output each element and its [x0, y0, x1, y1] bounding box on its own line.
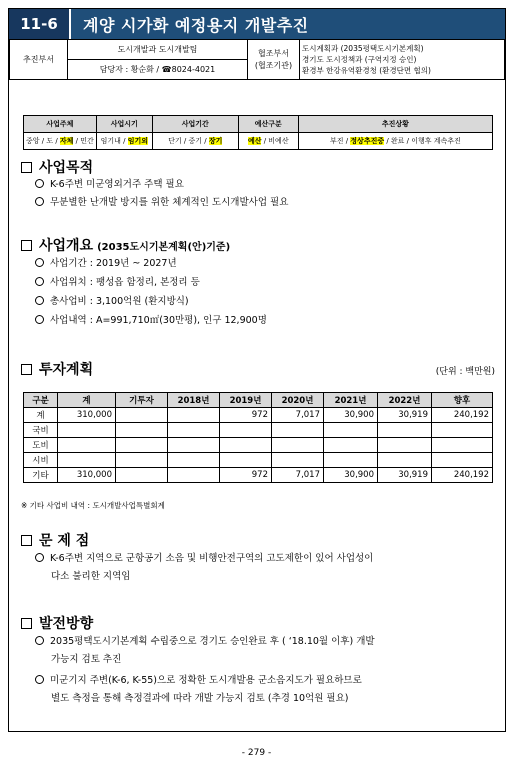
table-cell: 7,017	[272, 468, 324, 483]
footnote: ※ 기타 사업비 내역 : 도시개발사업특별회계	[21, 501, 165, 510]
item-text: 무분별한 난개발 방지를 위한 체계적인 도시개발사업 필요	[50, 197, 289, 208]
problem-item	[35, 551, 373, 566]
table-cell: 7,017	[272, 408, 324, 423]
summary-cell	[298, 133, 492, 150]
circle-bullet-icon	[35, 179, 44, 188]
table-cell	[220, 453, 272, 468]
item-text: 사업위치 : 팽성읍 함정리, 본정리 등	[50, 277, 200, 288]
table-cell	[324, 453, 378, 468]
row-label: 시비	[24, 453, 58, 468]
table-cell	[116, 468, 168, 483]
table-cell	[432, 453, 493, 468]
section-title: 투자계획	[39, 362, 94, 378]
coop-agencies	[300, 40, 505, 80]
unit-label: (단위 : 백만원)	[435, 367, 495, 377]
summary-header: 예산구분	[238, 116, 298, 133]
summary-text: 단기 / 중기 /	[168, 137, 209, 145]
table-cell	[324, 438, 378, 453]
item-text: 총사업비 : 3,100억원 (환지방식)	[50, 296, 189, 307]
section-direction-heading	[21, 613, 93, 633]
coop-label-line1: 협조부서	[258, 48, 289, 58]
section-investment-heading	[21, 359, 93, 379]
table-cell: 972	[220, 468, 272, 483]
table-cell	[432, 423, 493, 438]
coop-label-line2: (협조기관)	[254, 60, 293, 70]
summary-cell	[24, 133, 97, 150]
direction-item	[35, 673, 362, 688]
table-cell	[116, 438, 168, 453]
circle-bullet-icon	[35, 315, 44, 324]
overview-item	[35, 256, 177, 271]
page-number: - 279 -	[241, 748, 272, 758]
column-header: 향후	[432, 393, 493, 408]
direction-item-continued: 별도 측정을 통해 측정결과에 따라 개발 가능지 검토 (추경 10억원 필요)	[51, 693, 349, 704]
square-bullet-icon	[21, 240, 32, 251]
section-overview-heading	[21, 235, 230, 255]
column-header: 2020년	[272, 393, 324, 408]
coop-line: 경기도 도시정책과 (구역지정 승인)	[302, 55, 417, 64]
table-row	[24, 468, 493, 483]
column-header: 구분	[24, 393, 58, 408]
table-row	[24, 453, 493, 468]
summary-text: / 민간	[73, 137, 94, 145]
table-row	[24, 408, 493, 423]
summary-header: 추진상황	[298, 116, 492, 133]
square-bullet-icon	[21, 364, 32, 375]
summary-highlight: 자체	[59, 137, 74, 145]
coop-line: 환경부 한강유역환경청 (환경단면 협의)	[302, 66, 431, 75]
summary-text: 부진 /	[329, 137, 351, 145]
contact-info: 담당자 : 황순화 / ☎8024-4021	[68, 60, 248, 80]
circle-bullet-icon	[35, 636, 44, 645]
section-title: 문 제 점	[39, 533, 90, 549]
section-purpose-heading	[21, 157, 93, 177]
summary-highlight: 정상추진중	[350, 137, 385, 145]
problem-item-continued: 다소 불리한 지역임	[51, 571, 131, 582]
section-note: (2035도시기본계획(안)기준)	[97, 241, 231, 253]
section-number: 11-6	[9, 9, 71, 39]
table-cell	[378, 438, 432, 453]
table-cell	[58, 453, 116, 468]
table-cell	[272, 423, 324, 438]
summary-header: 사업시기	[96, 116, 152, 133]
column-header: 기투자	[116, 393, 168, 408]
item-text: 2035평택도시기본계획 수립중으로 경기도 승인완료 후 ( ‘18.10월 이후) 개발	[50, 636, 375, 647]
page-title: 계양 시가화 예정용지 개발추진	[83, 15, 309, 35]
item-text: 사업기간 : 2019년 ~ 2027년	[50, 258, 177, 269]
circle-bullet-icon	[35, 553, 44, 562]
purpose-item	[35, 195, 288, 210]
table-cell: 310,000	[58, 468, 116, 483]
item-text: 사업내역 : A=991,710㎡(30만평), 인구 12,900명	[50, 315, 267, 326]
table-cell: 30,900	[324, 468, 378, 483]
row-label: 계	[24, 408, 58, 423]
table-cell	[168, 468, 220, 483]
circle-bullet-icon	[35, 675, 44, 684]
summary-highlight: 장기	[208, 137, 223, 145]
overview-item	[35, 275, 200, 290]
item-text: K-6주변 미군영외거주 주택 필요	[50, 179, 184, 190]
document-page	[8, 8, 506, 732]
table-cell: 240,192	[432, 408, 493, 423]
summary-text: / 완료 / 이행후 계속추진	[384, 137, 461, 145]
table-row	[24, 423, 493, 438]
column-header: 2021년	[324, 393, 378, 408]
summary-text: / 비예산	[261, 137, 289, 145]
table-cell	[324, 423, 378, 438]
circle-bullet-icon	[35, 258, 44, 267]
summary-header: 사업기간	[152, 116, 238, 133]
summary-highlight: 임기외	[127, 137, 148, 145]
row-label: 국비	[24, 423, 58, 438]
table-cell	[116, 453, 168, 468]
column-header: 2018년	[168, 393, 220, 408]
table-cell: 972	[220, 408, 272, 423]
dept-name: 도시개발과 도시개발팀	[68, 40, 248, 60]
title-bar	[9, 9, 505, 39]
table-cell	[168, 453, 220, 468]
item-text: 미군기지 주변(K-6, K-55)으로 정확한 도시개발용 군소음지도가 필요하므로	[50, 675, 362, 686]
table-cell	[378, 453, 432, 468]
table-cell: 30,919	[378, 408, 432, 423]
table-cell	[116, 408, 168, 423]
summary-text: 중앙 / 도 /	[26, 137, 60, 145]
dept-label: 추진부서	[10, 40, 68, 80]
square-bullet-icon	[21, 162, 32, 173]
column-header: 계	[58, 393, 116, 408]
table-cell	[272, 438, 324, 453]
table-cell: 310,000	[58, 408, 116, 423]
section-title: 사업개요	[39, 238, 94, 254]
table-cell	[432, 438, 493, 453]
summary-text: 임기내 /	[100, 137, 128, 145]
direction-item-continued: 가능지 검토 추진	[51, 654, 122, 665]
row-label: 기타	[24, 468, 58, 483]
row-label: 도비	[24, 438, 58, 453]
table-cell	[58, 423, 116, 438]
square-bullet-icon	[21, 618, 32, 629]
section-title: 발전방향	[39, 616, 94, 632]
investment-table	[23, 392, 493, 483]
table-cell	[168, 408, 220, 423]
summary-cell	[152, 133, 238, 150]
table-cell	[220, 438, 272, 453]
direction-item	[35, 634, 375, 649]
overview-item	[35, 313, 267, 328]
table-cell	[378, 423, 432, 438]
purpose-item	[35, 177, 184, 192]
circle-bullet-icon	[35, 277, 44, 286]
table-cell: 30,919	[378, 468, 432, 483]
table-cell	[220, 423, 272, 438]
summary-cell	[96, 133, 152, 150]
column-header: 2019년	[220, 393, 272, 408]
summary-highlight: 예산	[247, 137, 262, 145]
coop-label	[248, 40, 300, 80]
summary-table	[23, 115, 493, 150]
table-cell	[58, 438, 116, 453]
square-bullet-icon	[21, 535, 32, 546]
info-table	[9, 39, 505, 80]
table-cell	[272, 453, 324, 468]
table-cell	[168, 438, 220, 453]
section-title: 사업목적	[39, 160, 94, 176]
column-header: 2022년	[378, 393, 432, 408]
table-row	[24, 438, 493, 453]
section-problems-heading	[21, 530, 89, 550]
table-cell	[168, 423, 220, 438]
table-cell: 30,900	[324, 408, 378, 423]
table-cell	[116, 423, 168, 438]
summary-header: 사업주체	[24, 116, 97, 133]
coop-line: 도시계획과 (2035평택도시기본계획)	[302, 44, 424, 53]
item-text: K-6주변 지역으로 군항공기 소음 및 비행안전구역의 고도제한이 있어 사업성이	[50, 553, 374, 564]
overview-item	[35, 294, 189, 309]
circle-bullet-icon	[35, 197, 44, 206]
table-cell: 240,192	[432, 468, 493, 483]
summary-cell	[238, 133, 298, 150]
circle-bullet-icon	[35, 296, 44, 305]
